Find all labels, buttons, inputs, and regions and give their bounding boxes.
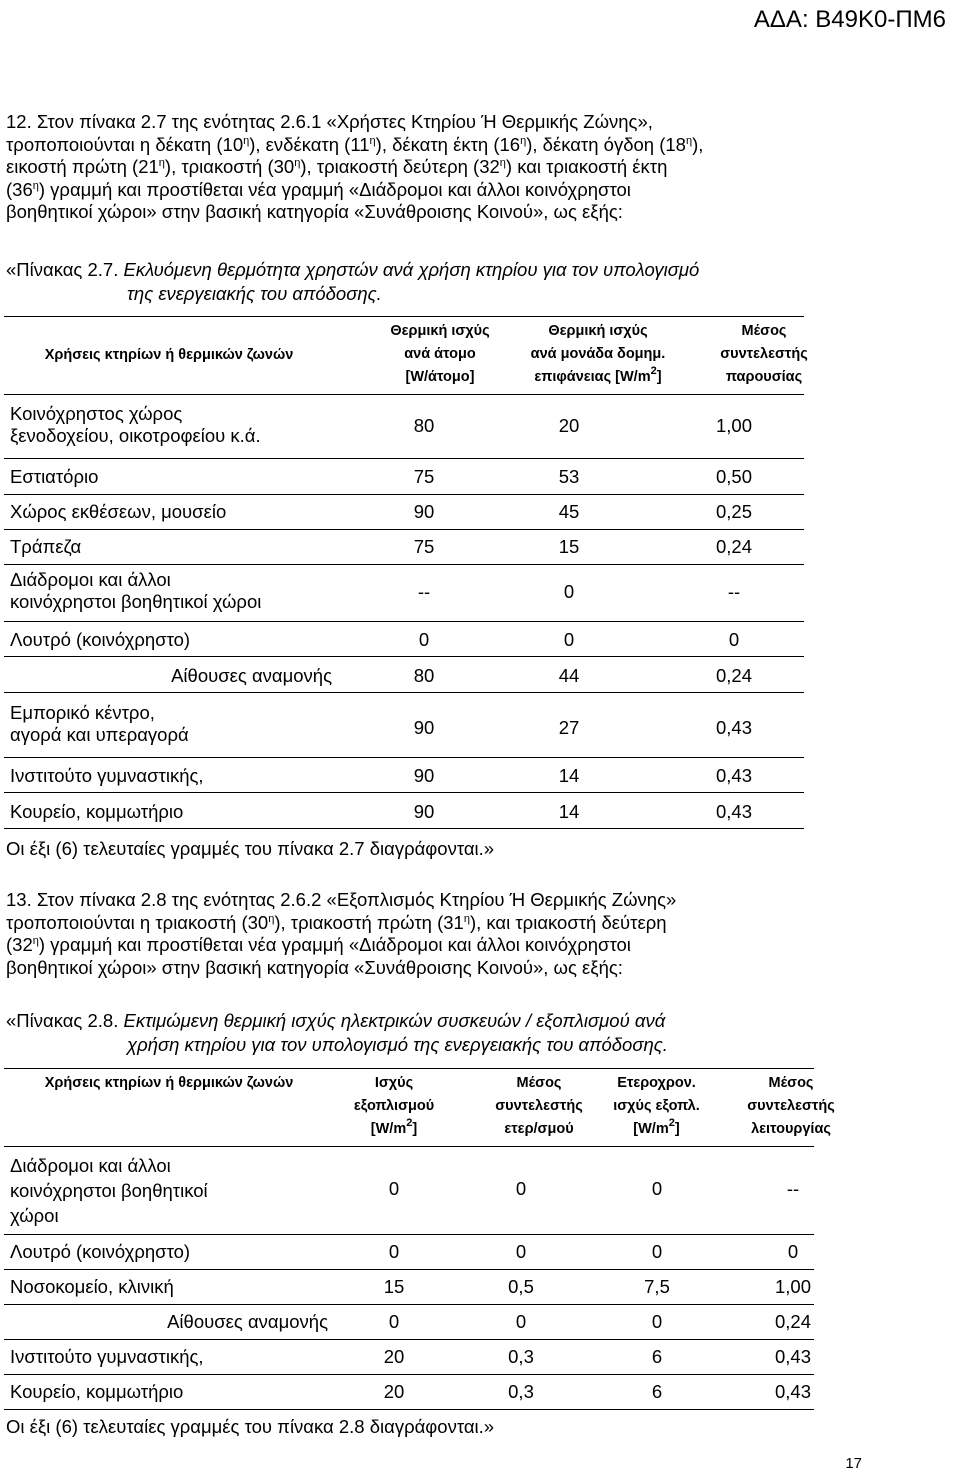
table-2-7-footer: Οι έξι (6) τελευταίες γραμμές του πίνακα 2.7 διαγράφονται.»: [6, 838, 495, 859]
t28-cell: 20: [383, 1346, 405, 1367]
t28-cell: 0,5: [508, 1276, 534, 1297]
t28-header-operation-factor: Μέσος συντελεστής λειτουργίας: [747, 1075, 835, 1137]
t27-cell: 0,24: [715, 665, 752, 686]
t28-cell: 0,3: [508, 1346, 534, 1367]
t28-row-name: Ινστιτούτο γυμναστικής,: [10, 1346, 204, 1367]
t28-cell: 20: [383, 1381, 405, 1402]
t27-row-name: Αίθουσες αναμονής: [171, 665, 332, 686]
t27-cell: 27: [558, 717, 580, 738]
page-number: 17: [845, 1455, 862, 1472]
t28-header-diversified-power: Ετεροχρον. ισχύς εξοπλ. $[W/m^2]$: [613, 1075, 700, 1137]
t28-cell: 7,5: [644, 1276, 670, 1297]
t27-cell: 0,43: [715, 765, 752, 786]
table-2-8-footer: Οι έξι (6) τελευταίες γραμμές του πίνακα 2.8 διαγράφονται.»: [6, 1416, 495, 1437]
t28-cell: 0: [651, 1311, 663, 1332]
item-12-paragraph: [6, 111, 946, 224]
t28-cell: 0: [651, 1241, 663, 1262]
t28-cell: 0: [515, 1311, 527, 1332]
t28-cell: 0,43: [774, 1381, 811, 1402]
t27-cell: 15: [558, 536, 580, 557]
item-12-line-5: βοηθητικοί χώροι» στην βασική κατηγορία «Συνάθροισης Κοινού», ως εξής:: [6, 201, 623, 222]
t28-row-name: Διάδρομοι και άλλοι κοινόχρηστοι βοηθητικοί χώροι: [10, 1155, 208, 1226]
t27-cell: 14: [558, 765, 580, 786]
t28-cell: 0: [787, 1241, 799, 1262]
t27-cell: 75: [413, 466, 435, 487]
t27-header-presence-factor: Μέσος συντελεστής παρουσίας: [720, 323, 808, 385]
t27-cell: 90: [413, 717, 435, 738]
t27-row-name: Κοινόχρηστος χώρος ξενοδοχείου, οικοτροφείου κ.ά.: [10, 403, 261, 446]
t27-cell: 75: [413, 536, 435, 557]
item-13-line-3: $(32^\eta)$ γραμμή και προστίθεται νέα γραμμή «Διάδρομοι και άλλοι κοινόχρηστοι: [6, 934, 631, 955]
t27-row-name: Εμπορικό κέντρο, αγορά και υπεραγορά: [10, 702, 189, 745]
t28-cell: 0,43: [774, 1346, 811, 1367]
t27-cell: 53: [558, 466, 580, 487]
t27-cell: 44: [558, 665, 580, 686]
t28-row-name: Νοσοκομείο, κλινική: [10, 1276, 174, 1297]
t27-row-name: Κουρείο, κομμωτήριο: [10, 801, 184, 822]
t27-cell: 0: [728, 629, 740, 650]
t28-row-name: Κουρείο, κομμωτήριο: [10, 1381, 184, 1402]
t27-cell: 0: [418, 629, 430, 650]
t28-cell: 6: [651, 1381, 663, 1402]
t28-cell: 0: [651, 1178, 663, 1199]
item-13-paragraph: [6, 889, 946, 979]
t28-header-usage: Χρήσεις κτηρίων ή θερμικών ζωνών: [44, 1075, 294, 1091]
t27-cell: 0,43: [715, 717, 752, 738]
t27-cell: 0,24: [715, 536, 752, 557]
t27-row-name: Ινστιτούτο γυμναστικής,: [10, 765, 204, 786]
t28-cell: 0: [515, 1178, 527, 1199]
t28-cell: 6: [651, 1346, 663, 1367]
t27-cell: 90: [413, 801, 435, 822]
item-13-line-4: βοηθητικοί χώροι» στην βασική κατηγορία «Συνάθροισης Κοινού», ως εξής:: [6, 956, 623, 978]
t27-cell: 0,25: [715, 501, 752, 522]
table-2-8-caption: «Πίνακας 2.8. Εκτιμώμενη θερμική ισχύς ηλεκτρικών συσκευών / εξοπλισμού ανά χρήση κτηρίου για τον υπολογισμό της ενεργειακής του απόδοσης.: [6, 1010, 668, 1055]
t28-cell: 0: [388, 1241, 400, 1262]
t28-row-name: Λουτρό (κοινόχρηστο): [10, 1241, 191, 1262]
t27-row-name: Διάδρομοι και άλλοι κοινόχρηστοι βοηθητικοί χώροι: [10, 569, 262, 612]
t28-cell: 1,00: [774, 1276, 811, 1297]
t27-cell: 0,43: [715, 801, 752, 822]
item-12-line-3: εικοστή πρώτη $(21^\eta)$, τριακοστή $(30^\eta)$, τριακοστή δεύτερη $(32^\eta)$ και τριακοστή έκτη: [6, 156, 668, 177]
t27-header-power-per-person: Θερμική ισχύς ανά άτομο [W/άτομο]: [390, 323, 490, 385]
t27-cell: 90: [413, 501, 435, 522]
item-13-line-2: τροποποιούνται η τριακοστή $(30^\eta)$, τριακοστή πρώτη $(31^\eta)$, και τριακοστή δεύτερη: [6, 911, 667, 933]
t28-cell: --: [786, 1178, 800, 1199]
t27-cell: 0,50: [715, 466, 752, 487]
t27-row-name: Χώρος εκθέσεων, μουσείο: [10, 501, 227, 522]
t28-cell: 0,3: [508, 1381, 534, 1402]
t28-cell: 15: [383, 1276, 405, 1297]
t27-cell: 90: [413, 765, 435, 786]
item-13-line-1: 13. Στον πίνακα 2.8 της ενότητας 2.6.2 «Εξοπλισμός Κτηρίου Ή Θερμικής Ζώνης»: [6, 889, 677, 910]
table-2-7-caption: «Πίνακας 2.7. Εκλυόμενη θερμότητα χρηστών ανά χρήση κτηρίου για τον υπολογισμό της ενεργειακής του απόδοσης.: [6, 259, 700, 304]
t28-cell: 0: [515, 1241, 527, 1262]
t28-row-name: Αίθουσες αναμονής: [167, 1311, 328, 1332]
t27-row-name: Λουτρό (κοινόχρηστο): [10, 629, 191, 650]
t28-cell: 0,24: [774, 1311, 811, 1332]
t27-cell: 1,00: [715, 415, 752, 436]
t27-row-name: Τράπεζα: [10, 536, 82, 557]
t27-cell: 0: [563, 629, 575, 650]
table-2-8: [4, 1068, 835, 1413]
t27-cell: 45: [558, 501, 580, 522]
t28-cell: 0: [388, 1311, 400, 1332]
t28-header-equipment-power: Ισχύς εξοπλισμού $[W/m^2]$: [353, 1075, 435, 1137]
table-2-7: [4, 316, 808, 832]
item-12-line-1: 12. Στον πίνακα 2.7 της ενότητας 2.6.1 «Χρήστες Κτηρίου Ή Θερμικής Ζώνης»,: [6, 111, 653, 132]
t27-cell: 20: [558, 415, 580, 436]
item-12-line-2: τροποποιούνται η δέκατη $(10^\eta)$, ενδέκατη $(11^\eta)$, δέκατη έκτη $(16^\eta)$, δέκατη όγδοη $(18^\eta)$,: [6, 133, 704, 155]
t27-cell: 80: [413, 665, 435, 686]
t27-cell: 14: [558, 801, 580, 822]
t27-header-usage: Χρήσεις κτηρίων ή θερμικών ζωνών: [44, 347, 294, 363]
t27-row-name: Εστιατόριο: [10, 466, 99, 487]
t28-cell: 0: [388, 1178, 400, 1199]
item-12-line-4: $(36^\eta)$ γραμμή και προστίθεται νέα γραμμή «Διάδρομοι και άλλοι κοινόχρηστοι: [6, 178, 631, 200]
t27-cell: 80: [413, 415, 435, 436]
document-code: ΑΔΑ: Β49Κ0-ΠΜ6: [753, 6, 946, 33]
t27-header-power-per-area: Θερμική ισχύς ανά μονάδα δομημ. επιφάνειας $[W/m^2]$: [530, 323, 666, 385]
t27-cell: --: [417, 581, 431, 602]
t28-header-diversity-factor: Μέσος συντελεστής ετερ/σμού: [495, 1075, 583, 1137]
t27-cell: 0: [563, 581, 575, 602]
t27-cell: --: [727, 581, 741, 602]
